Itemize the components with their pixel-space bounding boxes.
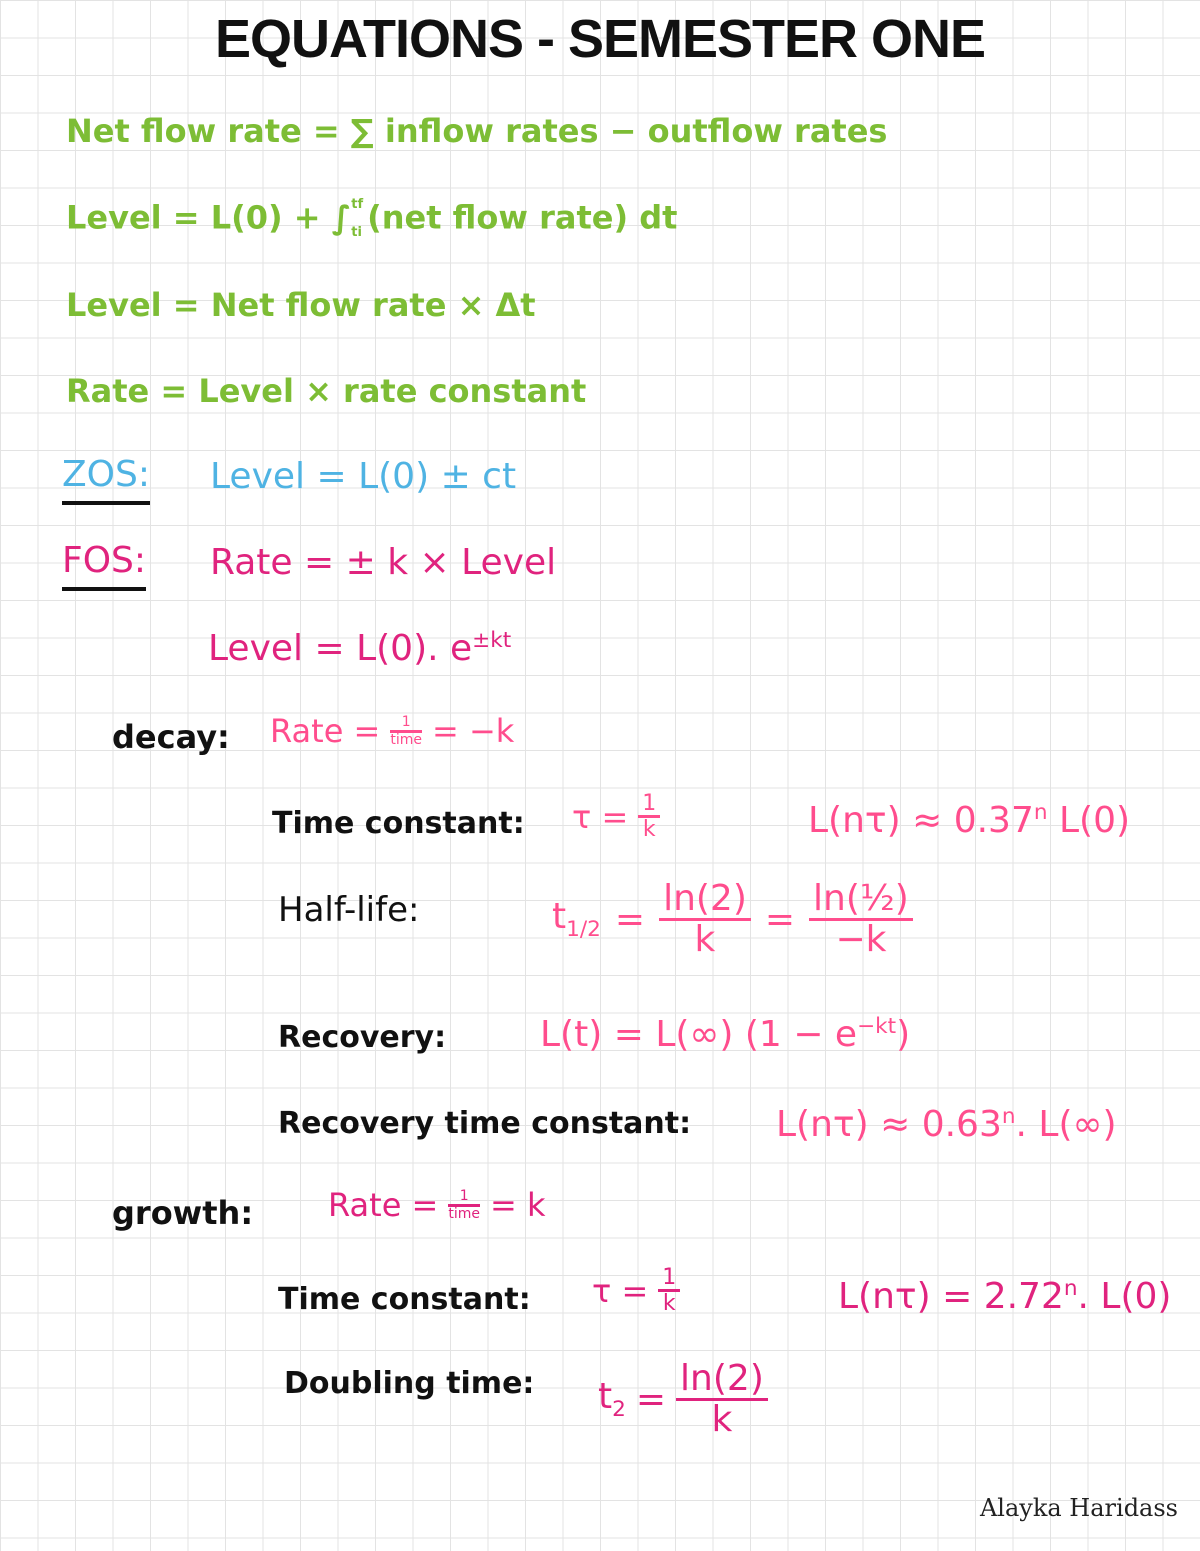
growth-label: growth: (112, 1194, 254, 1232)
page-title: EQUATIONS - SEMESTER ONE (214, 9, 986, 69)
zos-equation: Level = L(0) ± ct (210, 456, 517, 497)
decay-rate-fraction: $\frac{1}{\text{time}}$ (390, 713, 422, 748)
growth-rate-equation: Rate = $\frac{1}{\text{time}}$ = k (328, 1186, 546, 1224)
growth-rate-fraction: $\frac{1}{\text{time}}$ (448, 1187, 480, 1222)
decay-rate-equation: Rate = $\frac{1}{\text{time}}$ = −k (270, 712, 515, 750)
half-life-symbol: $t_{1/2}$ (552, 896, 601, 943)
level-product-equation: Level = Net flow rate × Δt (66, 286, 536, 324)
zos-label: ZOS: (62, 454, 150, 505)
fos-rate-equation: Rate = ± k × Level (210, 542, 557, 583)
decay-time-constant-label: Time constant: (272, 806, 525, 841)
growth-tau-approximation: $L(n\tau) = 2.72^n$. L(0) (838, 1276, 1172, 1317)
half-life-label: Half-life: (278, 890, 420, 930)
doubling-time-symbol: $t_2$ (598, 1376, 626, 1423)
fos-level-equation: Level = L(0). $e^{\pm kt}$ (208, 628, 512, 669)
recovery-equation: L(t) = L(∞) $(1 - e^{-kt})$ (540, 1014, 911, 1055)
author-signature: Alayka Haridass (979, 1494, 1178, 1522)
fos-exponent: ±kt (472, 628, 512, 653)
level-integral-suffix: (net flow rate) dt (367, 198, 678, 237)
doubling-time-label: Doubling time: (284, 1366, 535, 1401)
doubling-time-equation: $t_2$ = $\frac{\ln(2)}{k}$ (598, 1360, 768, 1439)
decay-tau-fraction: $\frac{1}{k}$ (638, 792, 660, 841)
decay-tau-approximation: $L(n\tau) \approx 0.37^n$ L(0) (808, 800, 1131, 841)
half-life-fraction-1: $\frac{\ln(2)}{k}$ (659, 880, 751, 959)
integral-lower-limit: ti (351, 225, 362, 241)
integral-upper-limit: tf (351, 197, 364, 212)
half-life-fraction-2: $\frac{\text{ln(½)}}{-k}$ (809, 880, 913, 959)
growth-time-constant-equation: τ = $\frac{1}{k}$ (592, 1266, 680, 1315)
level-integral-prefix: Level = L(0) + ∫ (66, 198, 352, 237)
recovery-label: Recovery: (278, 1020, 447, 1055)
rate-constant-equation: Rate = Level × rate constant (66, 372, 587, 410)
net-flow-equation: Net flow rate = ∑ inflow rates − outflow rates (66, 112, 888, 150)
doubling-time-fraction: $\frac{\ln(2)}{k}$ (676, 1360, 768, 1439)
recovery-time-constant-equation: $L(n\tau) \approx 0.63^n$. L(∞) (776, 1104, 1117, 1145)
recovery-time-constant-label: Recovery time constant: (278, 1106, 692, 1141)
growth-time-constant-label: Time constant: (278, 1282, 531, 1317)
growth-tau-fraction: $\frac{1}{k}$ (658, 1266, 680, 1315)
half-life-equation: $t_{1/2}$ = $\frac{\ln(2)}{k}$ = $\frac{\text{ln(½)}}{-k}$ (552, 880, 913, 959)
fos-label: FOS: (62, 540, 146, 591)
decay-time-constant-equation: τ = $\frac{1}{k}$ (572, 792, 660, 841)
decay-label: decay: (112, 718, 230, 756)
level-integral-equation (66, 198, 677, 241)
